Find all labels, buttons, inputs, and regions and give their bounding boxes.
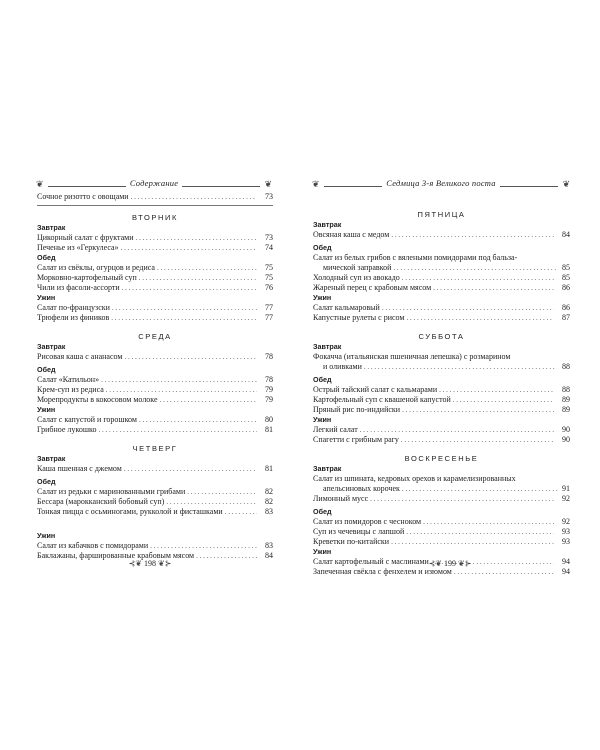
- folio-ornament-icon: ⊰❦: [128, 559, 142, 568]
- toc-entry: Фокачча (итальянская пшеничная лепешка) с розмарином и оливками . . . 88: [313, 352, 570, 372]
- toc-entry: Каша пшенная с джемом . . . 81: [37, 464, 273, 474]
- toc-entry: Салат из белых грибов с вялеными помидорами под бальза- мической заправкой . . . 85: [313, 253, 570, 273]
- toc-entry: Рисовая каша с ананасом . . . 78: [37, 352, 273, 362]
- toc-entry: Салат из свёклы, огурцов и редиса . . . 75: [37, 263, 273, 273]
- meal-label: Обед: [313, 507, 332, 516]
- meal-label: Обед: [313, 243, 332, 252]
- header-ornament-icon: ❦: [312, 179, 320, 189]
- meal-label: Ужин: [37, 293, 56, 302]
- folio-ornament-icon: ❦⊱: [158, 559, 172, 568]
- toc-entry: Легкий салат . . . 90: [313, 425, 570, 435]
- meal-label: Завтрак: [37, 342, 66, 351]
- toc-entry: Салат с капустой и горошком . . . 80: [37, 415, 273, 425]
- meal-label: Обед: [37, 365, 56, 374]
- toc-entry: Острый тайский салат с кальмарами . . . 88: [313, 385, 570, 395]
- toc-entry: Чили из фасоли-ассорти . . . 76: [37, 283, 273, 293]
- day-heading: ЧЕТВЕРГ: [132, 444, 178, 453]
- folio-ornament-icon: ❦⊱: [458, 559, 472, 568]
- toc-entry: Крем-суп из редиса . . . 79: [37, 385, 273, 395]
- toc-entry: Суп из чечевицы с лапшой . . . 93: [313, 527, 570, 537]
- running-header-title: Содержание: [126, 178, 182, 188]
- page-number-value: 198: [144, 559, 156, 568]
- toc-entry: Трюфели из фиников . . . 77: [37, 313, 273, 323]
- day-heading: ВТОРНИК: [132, 213, 178, 222]
- toc-entry: Холодный суп из авокадо . . . 85: [313, 273, 570, 283]
- meal-label: Завтрак: [313, 342, 342, 351]
- page-number: [120, 558, 180, 570]
- meal-label: Обед: [37, 253, 56, 262]
- header-ornament-icon: ❦: [562, 179, 570, 189]
- meal-label: Обед: [313, 375, 332, 384]
- toc-entry: Грибное лукошко . . . 81: [37, 425, 273, 435]
- toc-entry: Салат кальмаровый . . . 86: [313, 303, 570, 313]
- meal-label: Ужин: [313, 547, 332, 556]
- right-page: [300, 0, 600, 750]
- page-number-value: 199: [444, 559, 456, 568]
- meal-label: Ужин: [313, 415, 332, 424]
- toc-entry: Печенье из «Геркулеса» . . . 74: [37, 243, 273, 253]
- meal-label: Обед: [37, 477, 56, 486]
- toc-entry: Салат из помидоров с чесноком . . . 92: [313, 517, 570, 527]
- day-heading: СРЕДА: [138, 332, 172, 341]
- running-header: [36, 178, 272, 190]
- header-ornament-icon: ❦: [36, 179, 44, 189]
- toc-entry: Цикорный салат с фруктами . . . 73: [37, 233, 273, 243]
- folio-ornament-icon: ⊰❦: [428, 559, 442, 568]
- header-ornament-icon: ❦: [264, 179, 272, 189]
- day-heading: ПЯТНИЦА: [417, 210, 466, 219]
- toc-entry: Овсяная каша с медом . . . 84: [313, 230, 570, 240]
- toc-entry: Морепродукты в кокосовом молоке . . . 79: [37, 395, 273, 405]
- toc-entry: Морковно-картофельный суп . . . 75: [37, 273, 273, 283]
- toc-entry: Спагетти с грибным рагу . . . 90: [313, 435, 570, 445]
- meal-label: Ужин: [37, 531, 56, 540]
- page-number: [420, 558, 480, 570]
- toc-entry: Салат картофельный с маслинами . . . 94: [313, 557, 570, 567]
- toc-entry: Бессара (марокканский бобовый суп) . . . 82: [37, 497, 273, 507]
- meal-label: Ужин: [313, 293, 332, 302]
- divider: [37, 205, 273, 206]
- toc-entry: Салат из редьки с маринованными грибами . . . 82: [37, 487, 273, 497]
- meal-label: Завтрак: [313, 464, 342, 473]
- toc-content-right: [313, 209, 570, 577]
- toc-entry: Салат по-французски . . . 77: [37, 303, 273, 313]
- meal-label: Завтрак: [313, 220, 342, 229]
- running-header: [312, 178, 570, 190]
- meal-label: Ужин: [37, 405, 56, 414]
- toc-entry: Запеченная свёкла с фенхелем и изюмом . . . 94: [313, 567, 570, 577]
- toc-entry: Баклажаны, фаршированные крабовым мясом . . . 84: [37, 551, 273, 561]
- toc-entry: Пряный рис по-индийски . . . 89: [313, 405, 570, 415]
- toc-entry: Картофельный суп с квашеной капустой . . . 89: [313, 395, 570, 405]
- toc-entry: Жареный перец с крабовым мясом . . . 86: [313, 283, 570, 293]
- toc-content-left: [37, 192, 273, 561]
- toc-entry: Тонкая пицца с осьминогами, рукколой и фисташками . . . 83: [37, 507, 273, 517]
- toc-entry: Лимонный мусс . . . 92: [313, 494, 570, 504]
- day-heading: СУББОТА: [418, 332, 465, 341]
- toc-entry: Салат из кабачков с помидорами . . . 83: [37, 541, 273, 551]
- toc-entry: Салат «Катильон» . . . 78: [37, 375, 273, 385]
- toc-entry: Капустные рулеты с рисом . . . 87: [313, 313, 570, 323]
- day-heading: ВОСКРЕСЕНЬЕ: [404, 454, 479, 463]
- toc-entry: Салат из шпината, кедровых орехов и карамелизированных апельсиновых корочек . . . 91: [313, 474, 570, 494]
- meal-label: Завтрак: [37, 454, 66, 463]
- running-header-title: Седмица 3-я Великого поста: [382, 178, 499, 188]
- toc-entry: Сочное ризотто с овощами . . . 73: [37, 192, 273, 202]
- meal-label: Завтрак: [37, 223, 66, 232]
- toc-entry: Креветки по-китайски . . . 93: [313, 537, 570, 547]
